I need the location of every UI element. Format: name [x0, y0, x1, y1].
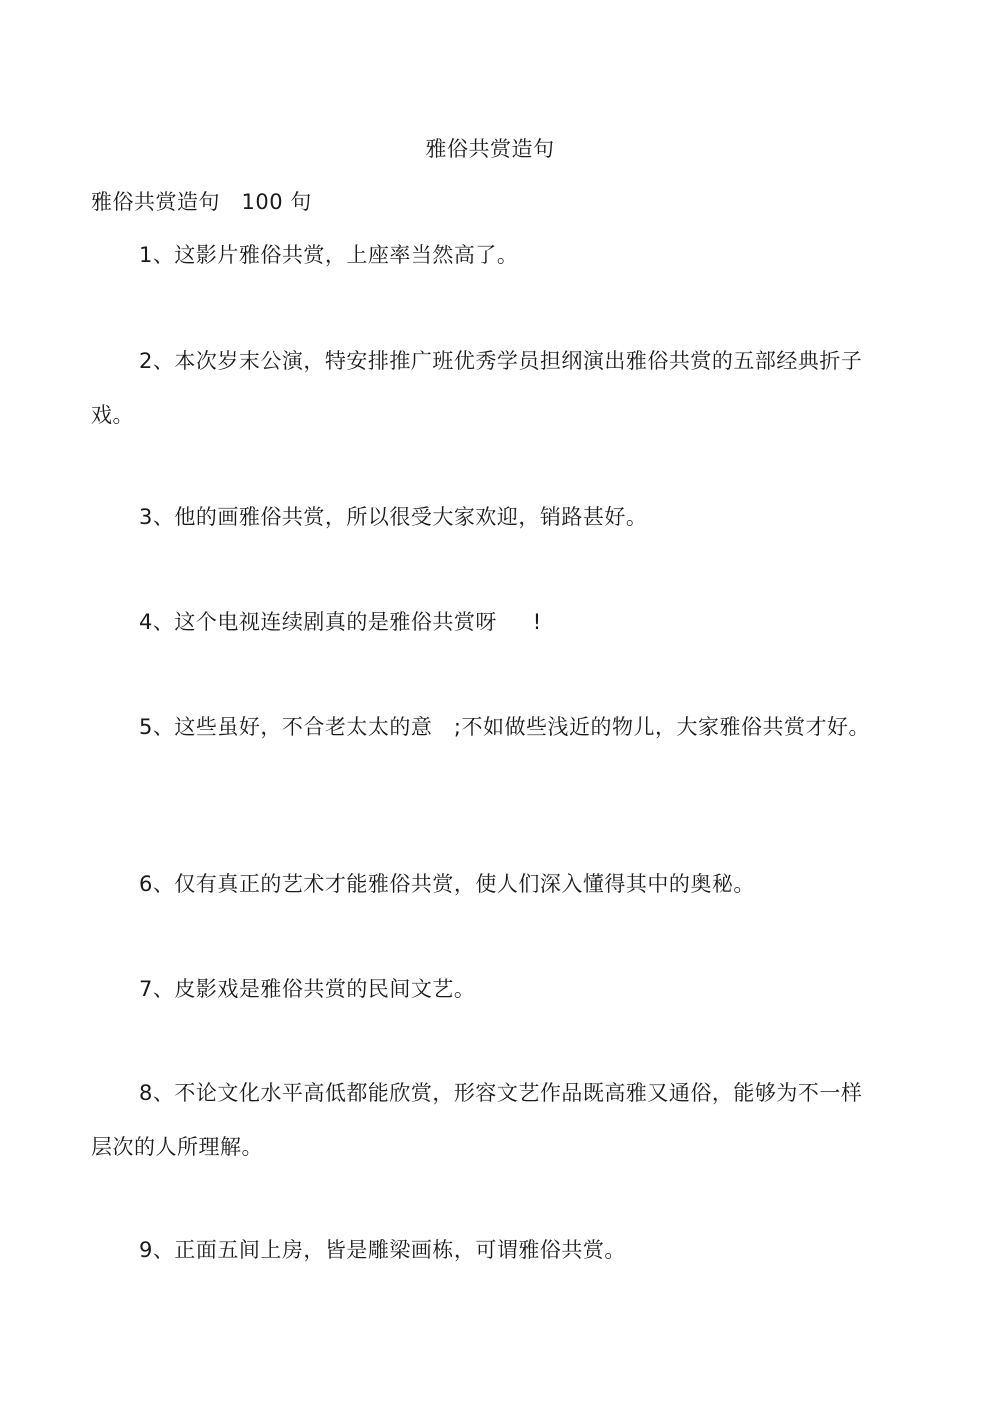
sentence-6: 6、仅有真正的艺术才能雅俗共赏，使人们深入懂得其中的奥秘。: [139, 872, 755, 896]
sentence-1: 1、这影片雅俗共赏，上座率当然高了。: [139, 243, 519, 267]
sentence-5: 5、这些虽好，不合老太太的意 ;不如做些浅近的物儿，大家雅俗共赏才好。: [139, 715, 870, 739]
sentence-3: 3、他的画雅俗共赏，所以很受大家欢迎，销路甚好。: [139, 505, 648, 529]
sentence-9: 9、正面五间上房，皆是雕梁画栋，可谓雅俗共赏。: [139, 1238, 626, 1262]
sentence-8: 8、不论文化水平高低都能欣赏，形容文艺作品既高雅又通俗，能够为不一样层次的人所理解。: [91, 1081, 863, 1159]
document-title: 雅俗共赏造句: [425, 137, 555, 161]
sentence-2: 2、本次岁末公演，特安排推广班优秀学员担纲演出雅俗共赏的五部经典折子戏。: [91, 349, 863, 427]
sentence-4: 4、这个电视连续剧真的是雅俗共赏呀 !: [139, 610, 542, 634]
sentence-7: 7、皮影戏是雅俗共赏的民间文艺。: [139, 977, 476, 1001]
document-subtitle: 雅俗共赏造句 100 句: [91, 190, 312, 214]
